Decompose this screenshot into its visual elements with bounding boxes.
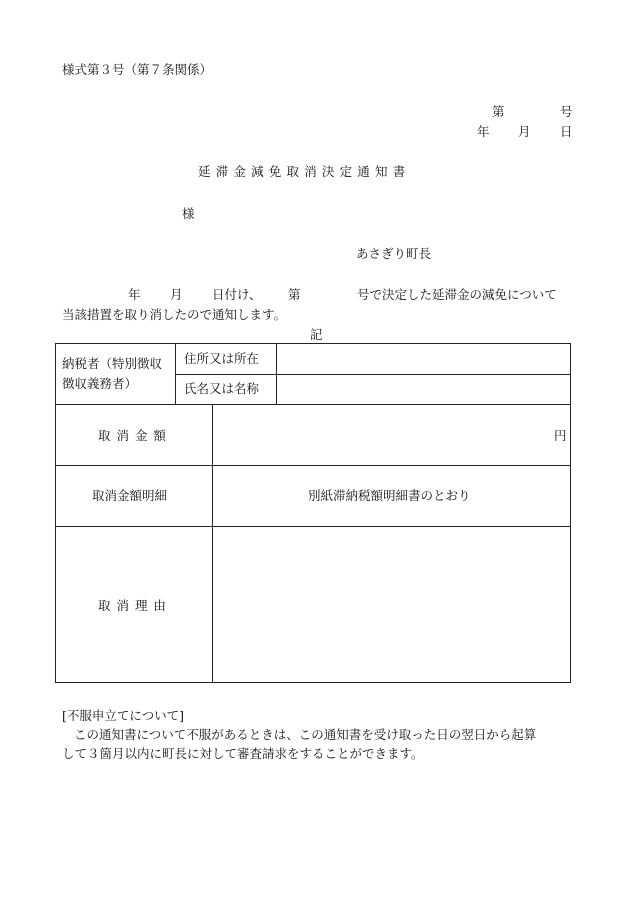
document-title: 延滞金減免取消決定通知書 — [198, 164, 411, 179]
body-month: 月 — [170, 287, 183, 302]
objection-text-line-1: この通知書について不服があるときは、この通知書を受け取った日の翌日から起算 — [74, 727, 537, 742]
details-table — [55, 343, 571, 683]
address-label: 住所又は所在 — [184, 351, 260, 366]
col-divider-main — [212, 404, 213, 683]
objection-text-line-2: して３箇月以内に町長に対して審査請求をすることができます。 — [62, 746, 424, 761]
document-number-suffix: 号 — [560, 104, 573, 119]
body-year: 年 — [128, 287, 141, 302]
name-label: 氏名又は名称 — [184, 381, 260, 396]
cancel-amount-label: 取 消 金 額 — [98, 428, 167, 443]
row-divider-address-name — [175, 374, 571, 375]
body-no-suffix-text: 号で決定した延滞金の減免について — [357, 287, 557, 302]
addressee-suffix: 様 — [182, 206, 195, 221]
body-text-line-2: 当該措置を取り消したので通知します。 — [62, 307, 287, 322]
cancel-detail-label: 取消金額明細 — [92, 488, 168, 503]
row-divider-taxpayer — [56, 404, 571, 405]
document-number-label: 第 — [492, 104, 505, 119]
cancel-detail-value: 別紙滞納税額明細書のとおり — [308, 488, 471, 503]
sender-name: あさぎり町長 — [356, 246, 432, 261]
cancel-amount-unit: 円 — [554, 428, 567, 443]
col-divider-address-value — [276, 344, 277, 404]
cancel-reason-label: 取 消 理 由 — [98, 598, 167, 613]
body-day: 日付け、 — [212, 287, 262, 302]
ki-marker: 記 — [310, 327, 323, 342]
taxpayer-label-line-1: 納税者（特別徴収 — [62, 356, 163, 371]
row-divider-detail — [56, 526, 571, 527]
date-day-label: 日 — [560, 124, 573, 139]
form-number: 様式第３号（第７条関係） — [62, 62, 213, 77]
date-month-label: 月 — [518, 124, 531, 139]
objection-heading: [不服申立てについて] — [62, 708, 185, 723]
col-divider-taxpayer — [175, 344, 176, 404]
row-divider-amount — [56, 465, 571, 466]
body-no-label: 第 — [288, 287, 301, 302]
taxpayer-label-line-2: 徴収義務者） — [62, 376, 138, 391]
date-year-label: 年 — [477, 124, 490, 139]
